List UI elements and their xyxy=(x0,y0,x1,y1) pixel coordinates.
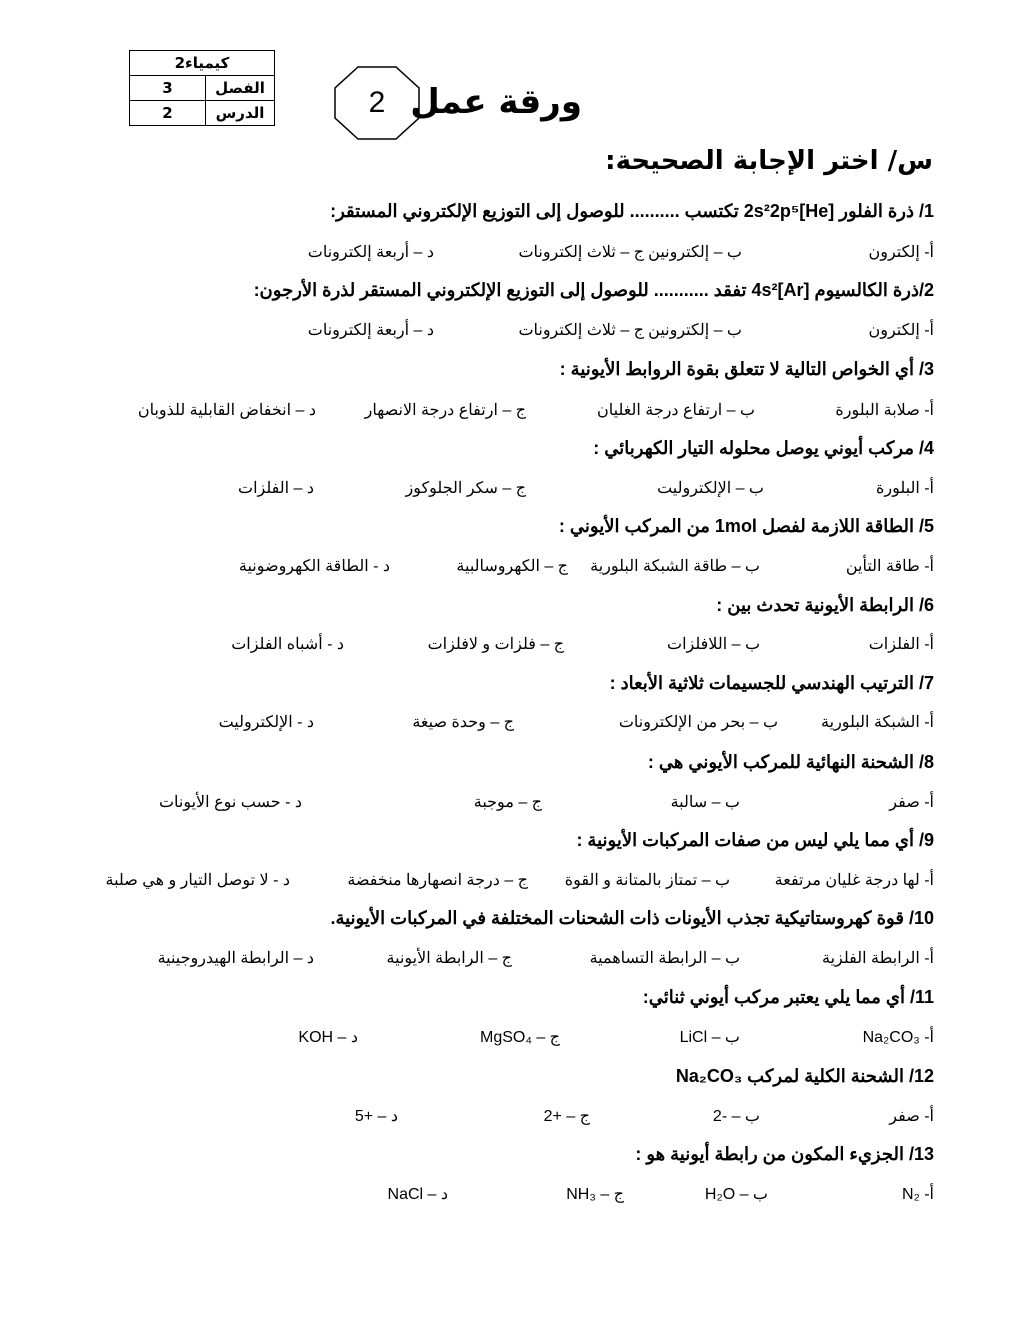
badge-number: 2 xyxy=(368,86,386,119)
q7-option-b: ب – بحر من الإلكترونات xyxy=(618,714,778,731)
q4-option-a: أ- البلورة xyxy=(875,480,934,497)
q13-option-c: ج – NH₃ xyxy=(566,1186,624,1203)
question-7: 7/ الترتيب الهندسي للجسيمات ثلاثية الأبعاد : xyxy=(609,673,934,693)
q5-option-d: د - الطاقة الكهروضونية xyxy=(238,558,390,575)
q6-option-b: ب – اللافلزات xyxy=(667,636,760,653)
q10-option-a: أ- الرابطة الفلزية xyxy=(822,950,934,967)
question-9: 9/ أي مما يلي ليس من صفات المركبات الأيونية : xyxy=(576,830,934,850)
question-11: 11/ أي مما يلي يعتبر مركب أيوني ثنائي: xyxy=(642,987,934,1007)
q13-option-a: أ- N₂ xyxy=(902,1186,934,1203)
q12-option-b: ب – -2 xyxy=(712,1108,760,1125)
q11-option-c: ج – MgSO₄ xyxy=(480,1029,560,1046)
question-10: 10/ قوة كهروستاتيكية تجذب الأيونات ذات الشحنات المختلفة في المركبات الأيونية. xyxy=(330,908,934,928)
question-5: 5/ الطاقة اللازمة لفصل 1mol من المركب الأيوني : xyxy=(558,516,934,536)
q5-option-b: ب – طاقة الشبكة البلورية xyxy=(590,558,760,575)
q9-option-a: أ- لها درجة غليان مرتفعة xyxy=(774,872,934,889)
q9-option-c: ج – درجة انصهارها منخفضة xyxy=(347,872,528,889)
q7-option-d: د - الإلكتروليت xyxy=(218,714,314,731)
subject-cell: كيمياء2 xyxy=(130,51,275,76)
question-4: 4/ مركب أيوني يوصل محلوله التيار الكهربائي : xyxy=(593,438,934,458)
lesson-label: الدرس xyxy=(206,101,275,126)
question-1: 1/ ذرة الفلور [He]2s²2p⁵ تكتسب .......... للوصول إلى التوزيع الإلكتروني المستقر: xyxy=(330,201,934,221)
question-13: 13/ الجزيء المكون من رابطة أيونية هو : xyxy=(635,1144,934,1164)
q9-option-d: د - لا توصل التيار و هي صلبة xyxy=(105,872,290,889)
q8-option-c: ج – موجبة xyxy=(473,794,542,811)
q6-option-d: د - أشباه الفلزات xyxy=(231,636,344,653)
q3-option-d: د – انخفاض القابلية للذوبان xyxy=(137,402,316,419)
question-3: 3/ أي الخواص التالية لا تتعلق بقوة الروابط الأيونية : xyxy=(559,359,934,379)
q12-option-a: أ- صفر xyxy=(889,1108,934,1125)
question-12: 12/ الشحنة الكلية لمركب Na₂CO₃ xyxy=(675,1066,934,1086)
q11-option-a: أ- Na₂CO₃ xyxy=(862,1029,934,1046)
q10-option-b: ب – الرابطة التساهمية xyxy=(589,950,740,967)
q2-option-d: د – أربعة إلكترونات xyxy=(307,322,434,339)
q2-option-c: ج – ثلاث إلكترونات xyxy=(518,322,644,339)
q12-option-c: ج – +2 xyxy=(543,1108,590,1125)
q4-option-d: د – الفلزات xyxy=(238,480,314,497)
q10-option-c: ج – الرابطة الأيونية xyxy=(386,950,512,967)
q3-option-a: أ- صلابة البلورة xyxy=(835,402,934,419)
q7-option-a: أ- الشبكة البلورية xyxy=(821,714,934,731)
chapter-label: الفصل xyxy=(206,76,275,101)
q10-option-d: د – الرابطة الهيدروجينية xyxy=(157,950,314,967)
q4-option-b: ب – الإلكتروليت xyxy=(657,480,764,497)
lesson-value: 2 xyxy=(130,101,206,126)
q3-option-c: ج – ارتفاع درجة الانصهار xyxy=(364,402,526,419)
q3-option-b: ب – ارتفاع درجة الغليان xyxy=(597,402,755,419)
q2-option-b: ب – إلكترونين xyxy=(648,322,742,339)
info-table xyxy=(129,50,275,126)
q9-option-b: ب – تمتاز بالمتانة و القوة xyxy=(564,872,730,889)
question-8: 8/ الشحنة النهائية للمركب الأيوني هي : xyxy=(647,752,934,772)
q8-option-d: د - حسب نوع الأيونات xyxy=(158,794,302,811)
worksheet-title: ورقة عمل xyxy=(410,82,582,122)
q5-option-c: ج – الكهروسالبية xyxy=(456,558,568,575)
section-title: س/ اختر الإجابة الصحيحة: xyxy=(605,146,933,176)
chapter-value: 3 xyxy=(130,76,206,101)
q4-option-c: ج – سكر الجلوكوز xyxy=(405,480,526,497)
question-2: 2/ذرة الكالسيوم [Ar]4s² تفقد ........... للوصول إلى التوزيع الإلكتروني المستقر لذرة الأرجون: xyxy=(253,280,934,300)
question-6: 6/ الرابطة الأيونية تحدث بين : xyxy=(716,595,934,615)
q7-option-c: ج – وحدة صيغة xyxy=(412,714,514,731)
worksheet-number-badge xyxy=(334,66,420,140)
q1-option-b: ب – إلكترونين xyxy=(648,244,742,261)
q8-option-a: أ- صفر xyxy=(889,794,934,811)
q11-option-b: ب – LiCl xyxy=(679,1029,740,1046)
q1-option-a: أ- إلكترون xyxy=(868,244,934,261)
q8-option-b: ب – سالبة xyxy=(670,794,740,811)
q2-option-a: أ- إلكترون xyxy=(868,322,934,339)
q12-option-d: د – +5 xyxy=(354,1108,398,1125)
q13-option-b: ب – H₂O xyxy=(704,1186,768,1203)
q5-option-a: أ- طاقة التأين xyxy=(845,558,934,575)
q13-option-d: د – NaCl xyxy=(387,1186,448,1203)
q11-option-d: د – KOH xyxy=(298,1029,358,1046)
q6-option-c: ج – فلزات و لافلزات xyxy=(427,636,564,653)
q1-option-c: ج – ثلاث إلكترونات xyxy=(518,244,644,261)
q1-option-d: د – أربعة إلكترونات xyxy=(307,244,434,261)
q6-option-a: أ- الفلزات xyxy=(868,636,934,653)
